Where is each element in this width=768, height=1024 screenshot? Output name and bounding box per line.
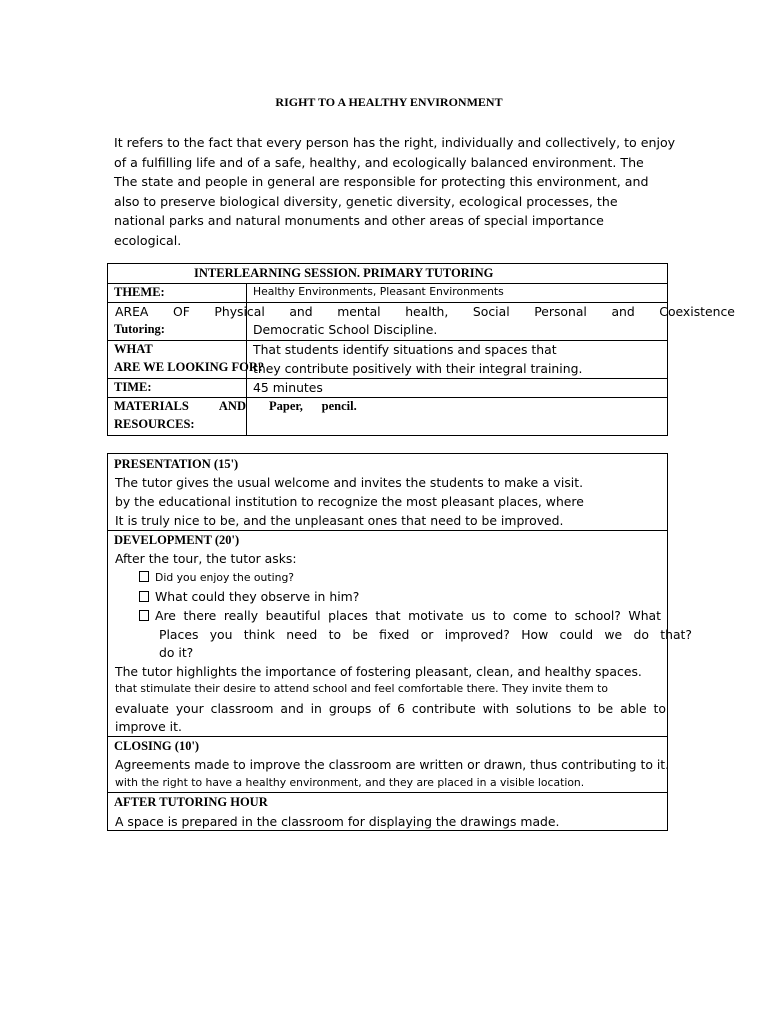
tutoring-label: Tutoring: (114, 322, 165, 336)
question-item-continuation: do it? (159, 645, 194, 660)
time-value: 45 minutes (253, 380, 323, 395)
after-tutoring-heading: AFTER TUTORING HOUR (114, 795, 268, 809)
development-paragraph-line: The tutor highlights the importance of fostering pleasant, clean, and healthy spaces. (115, 664, 642, 679)
intro-line: also to preserve biological diversity, genetic diversity, ecological processes, the (114, 193, 618, 209)
intro-paragraph (114, 133, 674, 250)
what-value-line: That students identify situations and spaces that (253, 342, 557, 357)
time-label: TIME: (114, 380, 152, 394)
theme-label: THEME: (114, 285, 165, 299)
session-info-table (107, 263, 735, 436)
page-title: RIGHT TO A HEALTHY ENVIRONMENT (275, 95, 503, 109)
development-paragraph-line: evaluate your classroom and in groups of 6 contribute with solutions to be able to (115, 701, 666, 716)
what-value-line: they contribute positively with their integral training. (253, 361, 583, 376)
closing-heading: CLOSING (10') (114, 739, 200, 753)
question-item: Did you enjoy the outing? (139, 570, 294, 584)
looking-for-label: ARE WE LOOKING FOR? (114, 360, 265, 374)
development-paragraph-line: that stimulate their desire to attend school and feel comfortable there. They invite them to (115, 682, 608, 695)
development-intro: After the tour, the tutor asks: (115, 551, 297, 566)
intro-line: It refers to the fact that every person has the right, individually and collectively, to enjoy (114, 135, 676, 150)
presentation-line: It is truly nice to be, and the unpleasant ones that need to be improved. (115, 513, 564, 528)
intro-line: The state and people in general are responsible for protecting this environment, and (114, 174, 649, 189)
question-item: What could they observe in him? (139, 589, 359, 604)
materials-label: MATERIALS AND (114, 399, 246, 413)
what-label: WHAT (114, 342, 153, 356)
session-plan-table (107, 453, 692, 831)
closing-line: with the right to have a healthy environment, and they are placed in a visible location. (115, 776, 585, 789)
materials-value: Paper, pencil. (269, 399, 357, 413)
theme-value: Healthy Environments, Pleasant Environments (253, 285, 504, 298)
question-item-continuation: Places you think need to be fixed or improved? How could we do that? (159, 627, 692, 642)
intro-line: ecological. (114, 232, 182, 248)
development-paragraph-line: improve it. (115, 719, 182, 734)
intro-line: national parks and natural monuments and other areas of special importance (114, 213, 604, 228)
presentation-line: by the educational institution to recognize the most pleasant places, where (115, 494, 584, 509)
after-tutoring-line: A space is prepared in the classroom for displaying the drawings made. (115, 814, 560, 829)
tutoring-value: Democratic School Discipline. (253, 322, 438, 337)
bullet-box-icon (139, 610, 149, 621)
intro-line: of a fulfilling life and of a safe, healthy, and ecologically balanced environment. The (114, 154, 644, 170)
development-heading: DEVELOPMENT (20') (114, 533, 240, 547)
bullet-box-icon (139, 591, 149, 602)
table-header: INTERLEARNING SESSION. PRIMARY TUTORING (194, 266, 494, 280)
area-line: AREA OF Physical and mental health, Social Personal and Coexistence (115, 304, 735, 319)
resources-label: RESOURCES: (114, 417, 195, 431)
presentation-heading: PRESENTATION (15') (114, 457, 239, 471)
closing-line: Agreements made to improve the classroom are written or drawn, thus contributing to it. (115, 757, 670, 772)
presentation-line: The tutor gives the usual welcome and invites the students to make a visit. (115, 475, 584, 490)
question-item: Are there really beautiful places that motivate us to come to school? What (139, 608, 661, 623)
bullet-box-icon (139, 571, 149, 582)
